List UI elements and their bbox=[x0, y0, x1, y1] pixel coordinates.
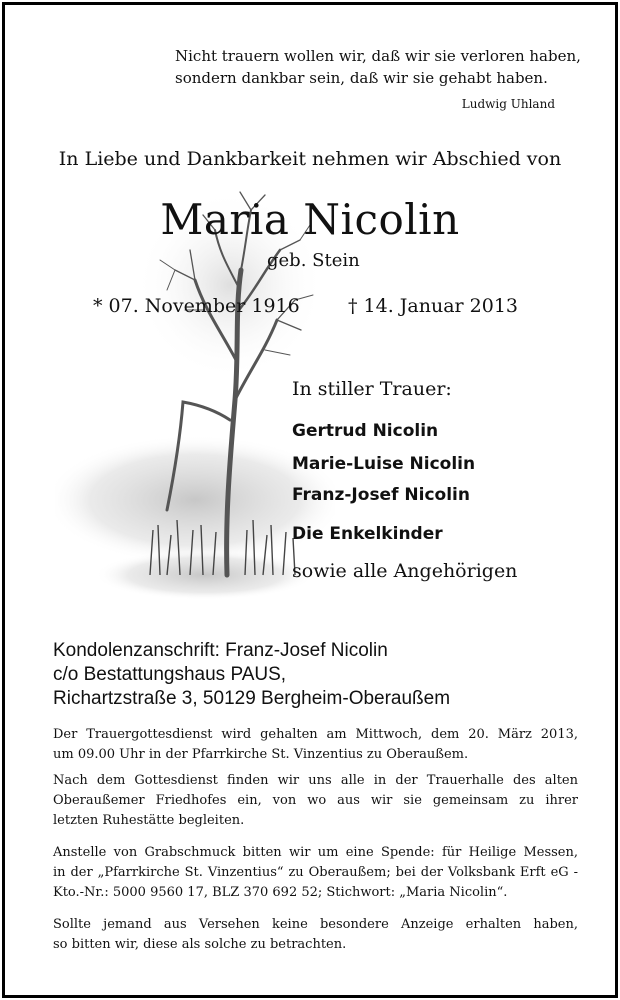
family-member: Gertrud Nicolin bbox=[292, 421, 439, 441]
paragraph-line: in der „Pfarrkirche St. Vinzentius“ zu Oberaußem; bei der Volksbank Erft eG - bbox=[53, 865, 578, 880]
obituary-notice bbox=[2, 2, 618, 998]
condolence-address-line: c/o Bestattungshaus PAUS, bbox=[53, 664, 287, 685]
gathering-paragraph bbox=[53, 771, 578, 831]
birth-date: * 07. November 1916 bbox=[93, 295, 300, 317]
quote-author: Ludwig Uhland bbox=[461, 97, 555, 111]
paragraph-line: Nach dem Gottesdienst finden wir uns alle in der Trauerhalle des alten bbox=[53, 773, 578, 788]
family-member: Die Enkelkinder bbox=[292, 524, 443, 544]
paragraph-line: um 09.00 Uhr in der Pfarrkirche St. Vinzentius zu Oberaußem. bbox=[53, 747, 469, 762]
quote-line: Nicht trauern wollen wir, daß wir sie verloren haben, bbox=[175, 47, 581, 65]
paragraph-line: so bitten wir, diese als solche zu betrachten. bbox=[53, 937, 347, 952]
family-member: Franz-Josef Nicolin bbox=[292, 485, 470, 505]
mourning-label: In stiller Trauer: bbox=[292, 378, 452, 400]
condolence-address-line: Richartzstraße 3, 50129 Bergheim-Oberaußem bbox=[53, 688, 451, 709]
death-date: † 14. Januar 2013 bbox=[348, 295, 519, 317]
notice-paragraph bbox=[53, 915, 578, 955]
paragraph-line: letzten Ruhestätte begleiten. bbox=[53, 813, 245, 828]
tree-illustration bbox=[55, 180, 335, 620]
paragraph-line: Der Trauergottesdienst wird gehalten am Mittwoch, dem 20. März 2013, bbox=[53, 727, 578, 742]
maiden-name: geb. Stein bbox=[267, 250, 360, 271]
paragraph-line: Anstelle von Grabschmuck bitten wir um eine Spende: für Heilige Messen, bbox=[53, 845, 578, 860]
family-member: Marie-Luise Nicolin bbox=[292, 454, 476, 474]
paragraph-line: Oberaußemer Friedhofes ein, von wo aus wir sie gemeinsam zu ihrer bbox=[53, 793, 578, 808]
deceased-name: Maria Nicolin bbox=[160, 195, 460, 244]
paragraph-line: Sollte jemand aus Versehen keine besondere Anzeige erhalten haben, bbox=[53, 917, 578, 932]
quote bbox=[175, 45, 581, 89]
condolence-address-line: Kondolenzanschrift: Franz-Josef Nicolin bbox=[53, 640, 388, 661]
farewell-intro: In Liebe und Dankbarkeit nehmen wir Abschied von bbox=[58, 148, 562, 170]
relatives-line: sowie alle Angehörigen bbox=[292, 560, 518, 582]
donation-paragraph bbox=[53, 843, 578, 903]
paragraph-line: Kto.-Nr.: 5000 9560 17, BLZ 370 692 52; Stichwort: „Maria Nicolin“. bbox=[53, 885, 508, 900]
service-paragraph bbox=[53, 725, 578, 765]
quote-line: sondern dankbar sein, daß wir sie gehabt haben. bbox=[175, 69, 548, 87]
